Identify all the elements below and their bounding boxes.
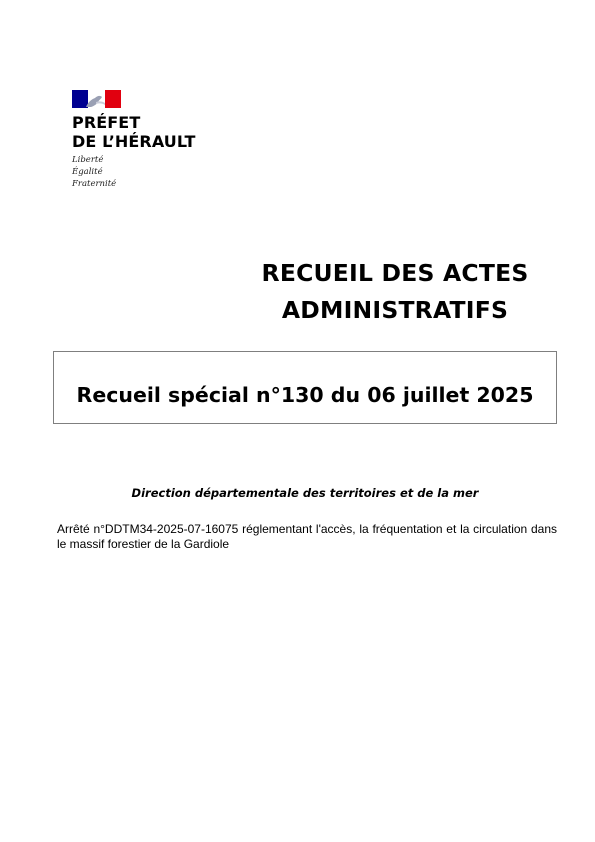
special-issue-box <box>53 351 557 424</box>
title-line1: RECUEIL DES ACTES <box>261 259 529 287</box>
prefecture-logo <box>72 90 222 190</box>
prefet-title-line1: PRÉFET <box>72 113 141 132</box>
document-title <box>230 255 560 329</box>
special-issue-title: Recueil spécial n°130 du 06 juillet 2025 <box>76 383 534 407</box>
motto-liberte: Liberté <box>72 155 104 165</box>
motto-fraternite: Fraternité <box>72 179 117 189</box>
title-line2: ADMINISTRATIFS <box>281 296 509 324</box>
prefet-title-line2: DE L’HÉRAULT <box>72 132 196 151</box>
motto-egalite: Égalité <box>72 167 103 177</box>
republic-motto <box>72 154 222 190</box>
marianne-flag-icon <box>72 90 121 108</box>
act-entry: Arrêté n°DDTM34-2025-07-16075 réglementant l'accès, la fréquentation et la circulation dans le massif forestier de la Gardiole <box>57 522 557 551</box>
direction-heading: Direction départementale des territoires et de la mer <box>131 486 479 500</box>
